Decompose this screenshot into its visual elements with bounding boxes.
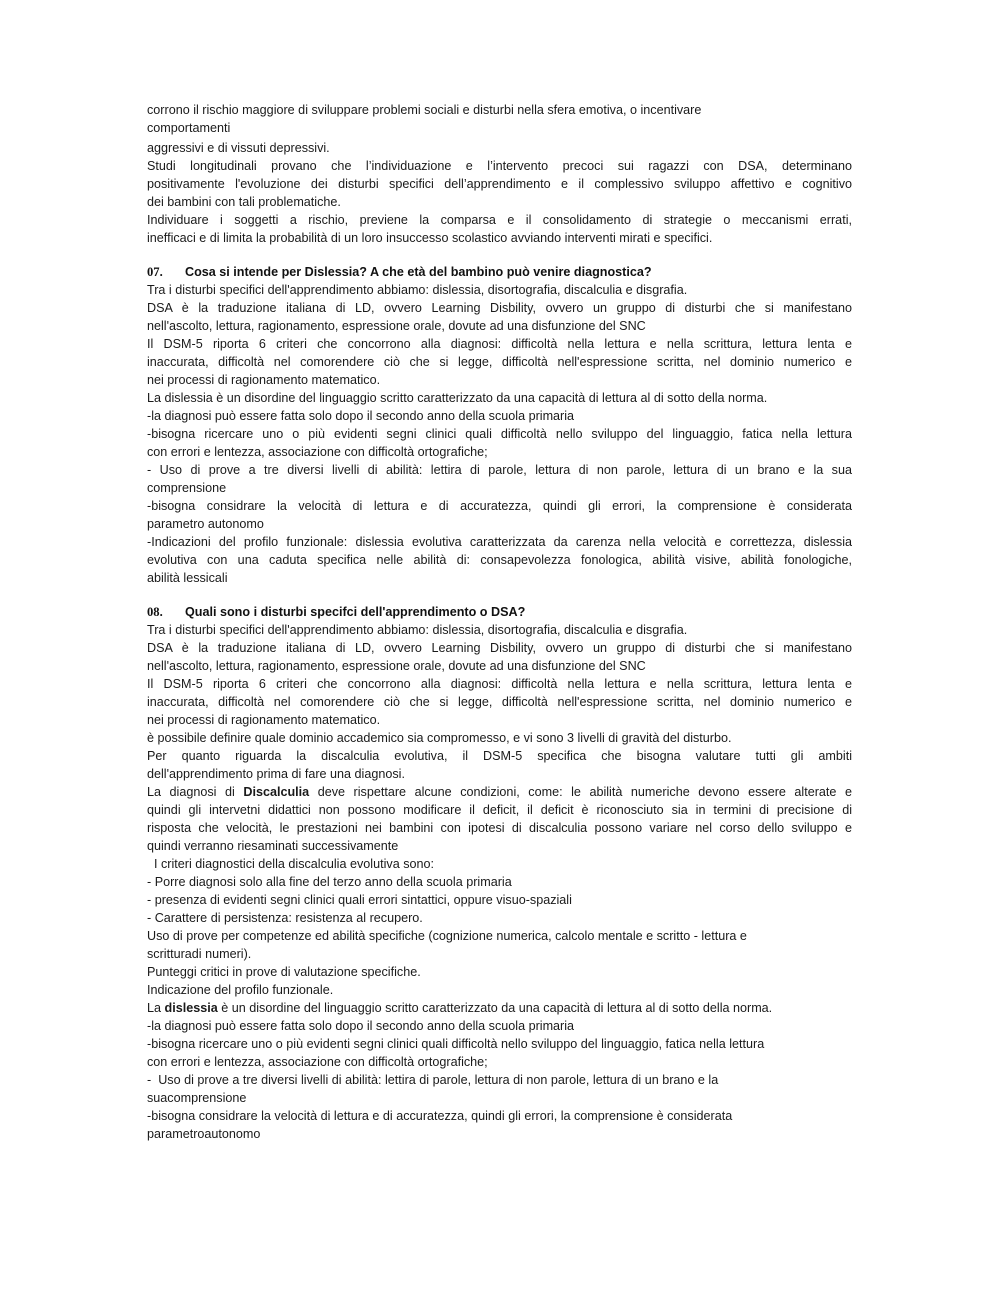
text-line: -la diagnosi può essere fatta solo dopo il secondo anno della scuola primaria <box>147 409 575 423</box>
text-line: Punteggi critici in prove di valutazione specifiche. <box>147 965 421 979</box>
question-title: Cosa si intende per Dislessia? A che età del bambino può venire diagnostica? <box>185 265 652 279</box>
intro-section <box>147 101 852 247</box>
text-line: con errori e lentezza, associazione con difficoltà ortografiche; <box>147 445 488 459</box>
text-line: inefficaci e di limita la probabilità di un loro insuccesso scolastico avviando interventi mirati e specifici. <box>147 231 713 245</box>
text-line: aggressivi e di vissuti depressivi. <box>147 141 330 155</box>
text-line: con errori e lentezza, associazione con difficoltà ortografiche; <box>147 1055 488 1069</box>
text-line: -Indicazioni del profilo funzionale: dislessia evolutiva caratterizzata da carenza nella velocità e correttezza, dislessia <box>147 535 852 549</box>
text-line: Per quanto riguarda la discalculia evolutiva, il DSM-5 specifica che bisogna valutare tutti gli ambiti <box>147 749 852 763</box>
text-segment: La diagnosi di <box>147 785 244 799</box>
question-title: Quali sono i disturbi specifci dell'apprendimento o DSA? <box>185 605 526 619</box>
text-line: -bisogna considrare la velocità di lettura e di accuratezza, quindi gli errori, la comprensione è considerata <box>147 1109 733 1123</box>
question-08-section <box>147 603 852 1143</box>
text-line: nei processi di ragionamento matematico. <box>147 713 381 727</box>
text-line <box>147 999 852 1017</box>
text-line: -la diagnosi può essere fatta solo dopo il secondo anno della scuola primaria <box>147 1019 575 1033</box>
text-segment: è un disordine del linguaggio scritto caratterizzato da una capacità di lettura al di sotto della norma. <box>217 1001 773 1015</box>
text-line: nell'ascolto, lettura, ragionamento, espressione orale, dovute ad una disfunzione del SNC <box>147 319 646 333</box>
list-item: - Carattere di persistenza: resistenza al recupero. <box>147 911 423 925</box>
text-line: inaccurata, difficoltà nel comorendere ciò che si legge, difficoltà nell'espressione scritta, nel dominio numerico e <box>147 355 852 369</box>
question-number: 08. <box>147 605 163 619</box>
bold-term: dislessia <box>164 1001 218 1015</box>
question-07-heading <box>147 263 852 281</box>
text-segment: deve rispettare alcune condizioni, come: le abilità numeriche devono essere alterate e <box>309 785 852 799</box>
question-07-section <box>147 263 852 587</box>
text-line: - Uso di prove a tre diversi livelli di abilità: lettira di parole, lettura di non parole, lettura di un brano e la sua <box>147 463 852 477</box>
text-line: suacomprensione <box>147 1091 247 1105</box>
text-line: Il DSM-5 riporta 6 criteri che concorrono alla diagnosi: difficoltà nella lettura e nella scrittura, lettura lenta e <box>147 337 852 351</box>
text-line: -bisogna considrare la velocità di lettura e di accuratezza, quindi gli errori, la comprensione è considerata <box>147 499 852 513</box>
text-line: Tra i disturbi specifici dell'apprendimento abbiamo: dislessia, disortografia, discalculia e disgrafia. <box>147 283 688 297</box>
text-line: Indicazione del profilo funzionale. <box>147 983 334 997</box>
text-line: La dislessia è un disordine del linguaggio scritto caratterizzato da una capacità di lettura al di sotto della norma. <box>147 391 768 405</box>
text-line: Individuare i soggetti a rischio, previene la comparsa e il consolidamento di strategie o meccanismi errati, <box>147 213 852 227</box>
text-line: -bisogna ricercare uno o più evidenti segni clinici quali difficoltà nello sviluppo del linguaggio, fatica nella lettura <box>147 427 852 441</box>
text-segment: La <box>147 1001 165 1015</box>
text-line: Studi longitudinali provano che l’individuazione e l’intervento precoci sui ragazzi con DSA, determinano <box>147 159 852 173</box>
text-line: dell'apprendimento prima di fare una diagnosi. <box>147 767 405 781</box>
document-page <box>147 101 852 1143</box>
text-line: evolutiva con una caduta specifica nelle abilità di: consapevolezza fonologica, abilità visive, abilità fonologiche, <box>147 553 852 567</box>
bold-term: Discalculia <box>243 785 310 799</box>
text-line: Il DSM-5 riporta 6 criteri che concorrono alla diagnosi: difficoltà nella lettura e nella scrittura, lettura lenta e <box>147 677 852 691</box>
text-line: scritturadi numeri). <box>147 947 252 961</box>
question-number: 07. <box>147 265 163 279</box>
text-line: nell'ascolto, lettura, ragionamento, espressione orale, dovute ad una disfunzione del SNC <box>147 659 646 673</box>
list-item: - Porre diagnosi solo alla fine del terzo anno della scuola primaria <box>147 875 512 889</box>
text-line: parametroautonomo <box>147 1127 261 1141</box>
question-08-heading <box>147 603 852 621</box>
text-line: corrono il rischio maggiore di sviluppare problemi sociali e disturbi nella sfera emotiva, o incentivare <box>147 103 702 117</box>
text-line: DSA è la traduzione italiana di LD, ovvero Learning Disbility, ovvero un gruppo di disturbi che si manifestano <box>147 301 852 315</box>
list-item: - presenza di evidenti segni clinici quali errori sintattici, oppure visuo-spaziali <box>147 893 572 907</box>
text-line: Uso di prove per competenze ed abilità specifiche (cognizione numerica, calcolo mentale e scritto - lettura e <box>147 929 747 943</box>
text-line: risposta che velocità, le prestazioni nei bambini con ipotesi di discalculia possono variare nel corso dello sviluppo e <box>147 821 852 835</box>
text-line: parametro autonomo <box>147 517 264 531</box>
text-line: quindi gli intervetni didattici non possono modificare il deficit, il deficit è riconosciuto sia in termini di precisione di <box>147 803 852 817</box>
text-line: quindi verranno riesaminati successivamente <box>147 839 399 853</box>
text-line: I criteri diagnostici della discalculia evolutiva sono: <box>147 857 434 871</box>
text-line: abilità lessicali <box>147 571 228 585</box>
text-line: è possibile definire quale dominio accademico sia compromesso, e vi sono 3 livelli di gravità del disturbo. <box>147 731 732 745</box>
text-line: positivamente l'evoluzione dei disturbi specifici dell’apprendimento e il complessivo sviluppo affettivo e cognitivo <box>147 177 852 191</box>
text-line: Tra i disturbi specifici dell'apprendimento abbiamo: dislessia, disortografia, discalculia e disgrafia. <box>147 623 688 637</box>
text-line: DSA è la traduzione italiana di LD, ovvero Learning Disbility, ovvero un gruppo di disturbi che si manifestano <box>147 641 852 655</box>
text-line: nei processi di ragionamento matematico. <box>147 373 381 387</box>
text-line: -bisogna ricercare uno o più evidenti segni clinici quali difficoltà nello sviluppo del linguaggio, fatica nella lettura <box>147 1037 765 1051</box>
text-line: - Uso di prove a tre diversi livelli di abilità: lettira di parole, lettura di non parole, lettura di un brano e la <box>147 1073 719 1087</box>
text-line: comprensione <box>147 481 227 495</box>
text-line: inaccurata, difficoltà nel comorendere ciò che si legge, difficoltà nell'espressione scritta, nel dominio numerico e <box>147 695 852 709</box>
text-line <box>147 783 852 801</box>
text-line: comportamenti <box>147 121 231 135</box>
text-line: dei bambini con tali problematiche. <box>147 195 341 209</box>
